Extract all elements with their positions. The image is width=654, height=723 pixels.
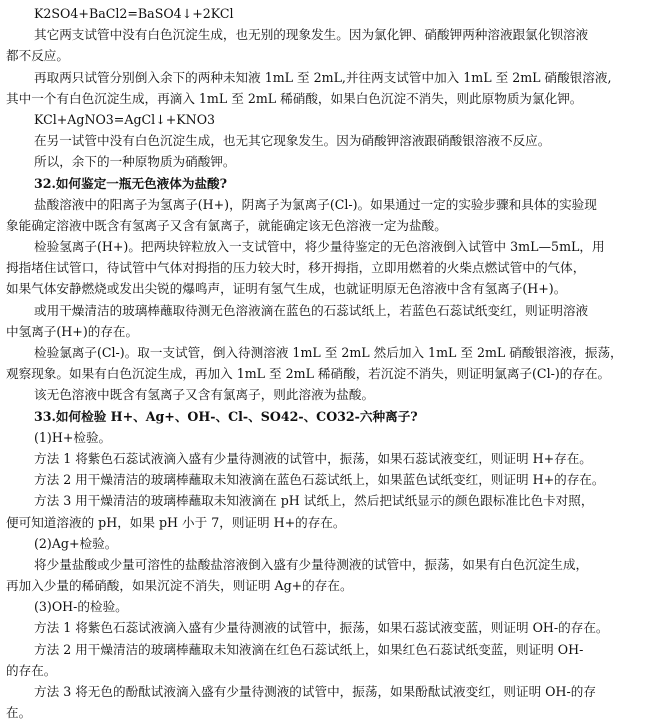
text-line: 如果气体安静燃烧或发出尖锐的爆鸣声，证明有氢气生成，也就证明原无色溶液中含有氢离子(H+)。 xyxy=(6,281,567,297)
text-line: 检验氢离子(H+)。把两块锌粒放入一支试管中，将少量待鉴定的无色溶液倒入试管中 3mL—5mL，用 xyxy=(34,239,605,255)
text-line: (3)OH-的检验。 xyxy=(34,599,128,615)
text-line: 或用干燥清洁的玻璃棒蘸取待测无色溶液滴在蓝色的石蕊试纸上，若蓝色石蕊试纸变红，则证明溶液 xyxy=(34,302,589,318)
text-line: 将少量盐酸或少量可溶性的盐酸盐溶液倒入盛有少量待测液的试管中，振荡，如果有白色沉淀生成， xyxy=(34,556,589,572)
text-line: 中氢离子(H+)的存在。 xyxy=(6,323,139,339)
text-line: 所以，余下的一种原物质为硝酸钾。 xyxy=(34,154,236,170)
text-line: 检验氯离子(Cl-)。取一支试管，倒入待测溶液 1mL 至 2mL 然后加入 1mL 至 2mL 硝酸银溶液，振荡， xyxy=(34,345,623,360)
text-line: 方法 1 将紫色石蕊试液滴入盛有少量待测液的试管中，振荡，如果石蕊试液变蓝，则证明 OH-的存在。 xyxy=(34,620,609,636)
text-line: 方法 3 用干燥清洁的玻璃棒蘸取未知液滴在 pH 试纸上，然后把试纸显示的颜色跟标准比色卡对照， xyxy=(34,493,594,509)
text-line: 其中一个有白色沉淀生成，再滴入 1mL 至 2mL 稀硝酸，如果白色沉淀不消失，则此原物质为氯化钾。 xyxy=(6,90,583,106)
section-heading: 33.如何检验 H+、Ag+、OH-、Cl-、SO42-、CO32-六种离子? xyxy=(34,408,418,424)
text-line: 都不反应。 xyxy=(6,48,69,64)
text-line: K2SO4+BaCl2=BaSO4↓+2KCl xyxy=(34,6,234,21)
text-line: 方法 2 用干燥清洁的玻璃棒蘸取未知液滴在蓝色石蕊试纸上，如果蓝色试纸变红，则证明 H+的存在。 xyxy=(34,472,605,488)
text-line: 便可知道溶液的 pH，如果 pH 小于 7，则证明 H+的存在。 xyxy=(6,514,346,530)
text-line: 象能确定溶液中既含有氢离子又含有氯离子，就能确定该无色溶液一定为盐酸。 xyxy=(6,217,447,233)
section-heading: 32.如何鉴定一瓶无色液体为盐酸? xyxy=(34,175,228,191)
text-line: KCl+AgNO3=AgCl↓+KNO3 xyxy=(34,111,216,127)
text-line: 该无色溶液中既含有氢离子又含有氯离子，则此溶液为盐酸。 xyxy=(34,387,375,403)
text-line: 再加入少量的稀硝酸，如果沉淀不消失，则证明 Ag+的存在。 xyxy=(6,578,353,594)
text-line: 在另一试管中没有白色沉淀生成，也无其它现象发生。因为硝酸钾溶液跟硝酸银溶液不反应。 xyxy=(34,133,551,149)
text-line: 再取两只试管分别倒入余下的两种未知液 1mL 至 2mL,并往两支试管中加入 1mL 至 2mL 硝酸银溶液, xyxy=(34,69,612,85)
text-line: 方法 2 用干燥清洁的玻璃棒蘸取未知液滴在红色石蕊试纸上，如果红色石蕊试纸变蓝，则证明 OH- xyxy=(34,641,584,657)
text-line: 方法 3 将无色的酚酞试液滴入盛有少量待测液的试管中，振荡，如果酚酞试液变红，则证明 OH-的存 xyxy=(34,684,596,699)
text-line: 拇指堵住试管口，待试管中气体对拇指的压力较大时，移开拇指，立即用燃着的火柴点燃试管中的气体， xyxy=(6,260,586,276)
text-line: 其它两支试管中没有白色沉淀生成，也无别的现象发生。因为氯化钾、硝酸钾两种溶液跟氯化钡溶液 xyxy=(34,27,589,43)
text-line: (1)H+检验。 xyxy=(34,429,112,445)
text-line: 观察现象。如果有白色沉淀生成，再加入 1mL 至 2mL 稀硝酸，若沉淀不消失，则证明氯离子(Cl-)的存在。 xyxy=(6,366,611,382)
text-line: 的存在。 xyxy=(6,662,57,678)
text-line: 在。 xyxy=(6,705,32,721)
text-line: 盐酸溶液中的阳离子为氢离子(H+)，阴离子为氯离子(Cl-)。如果通过一定的实验步骤和具体的实验现 xyxy=(34,196,597,212)
text-line: (2)Ag+检验。 xyxy=(34,535,118,551)
text-line: 方法 1 将紫色石蕊试液滴入盛有少量待测液的试管中，振荡，如果石蕊试液变红，则证明 H+存在。 xyxy=(34,450,592,466)
